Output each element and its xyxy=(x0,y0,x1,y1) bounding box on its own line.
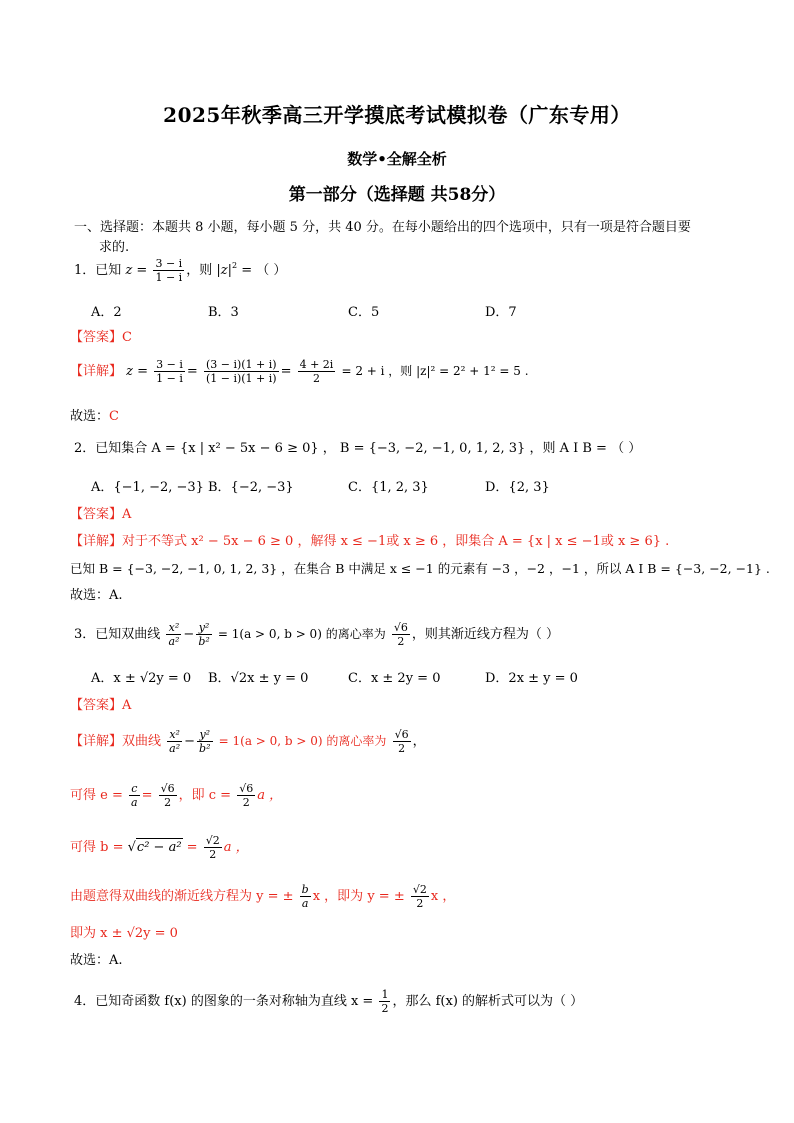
q1-answer: 【答案】C xyxy=(70,330,132,345)
q1-option-b: B．3 xyxy=(208,305,239,320)
fraction: $\frac{√6}{2}$ xyxy=(160,782,175,809)
q2-choose: 故选：A. xyxy=(70,588,123,603)
fraction: $\frac{√6}{2}$ xyxy=(239,782,254,809)
q3-detail-line4: 由题意得双曲线的渐近线方程为 y = ± $\frac{b}{a}$ x ，即为 y = ± $\frac{√2}{2}$ x ， xyxy=(70,883,456,910)
section-intro-line2: 求的. xyxy=(99,240,130,255)
q1-option-d: D．7 xyxy=(485,305,517,320)
question-4-stem: 4．已知奇函数 f(x) 的图象的一条对称轴为直线 x = $\frac{1}{2}$ ，那么 f(x) 的解析式可以为（ ） xyxy=(74,988,584,1015)
fraction: $\frac{4 + 2i}{2}$ xyxy=(299,358,334,385)
q1-choose: 故选：C xyxy=(70,409,119,424)
stem-text: 已知 xyxy=(95,263,122,278)
fraction: $\frac{(3 - i)(1 + i)}{(1 - i)(1 + i)}$ xyxy=(205,358,277,385)
q2-detail-line1: 【详解】对于不等式 x² − 5x − 6 ≥ 0 ，解得 x ≤ −1或 x ≥ 6 ，即集合 A = {x | x ≤ −1或 x ≥ 6} . xyxy=(70,534,670,549)
fraction: $\frac{√2}{2}$ xyxy=(412,883,427,910)
question-2-stem: 2．已知集合 A = {x | x² − 5x − 6 ≥ 0} ， B = {−3, −2, −1, 0, 1, 2, 3} ，则 A I B = （ ） xyxy=(74,441,642,456)
question-3-stem: 3．已知双曲线 $\frac{\text{x²}}{\text{a²}}$ − $\frac{\text{y²}}{\text{b²}}$ = 1(a > 0, b > 0) 的离心率为 $\frac{√6}{2}$ ，则其渐近线方程为（ ） xyxy=(74,621,559,648)
fraction: $\frac{3 - i}{1 - i}$ xyxy=(156,358,183,385)
detail-label: 【详解】 xyxy=(70,364,123,379)
section-intro-line1: 一、选择题：本题共 8 小题，每小题 5 分，共 40 分。在每小题给出的四个选项中，只有一项是符合题目要 xyxy=(74,220,691,235)
q2-option-c: C．{1, 2, 3} xyxy=(348,480,429,495)
q3-detail-line2: 可得 e = $\frac{c}{a}$ = $\frac{√6}{2}$ ，即 c = $\frac{√6}{2}$ a ， xyxy=(70,782,283,809)
q2-option-b: B．{−2, −3} xyxy=(208,480,294,495)
q1-option-c: C．5 xyxy=(348,305,380,320)
q3-option-c: C．x ± 2y = 0 xyxy=(348,671,441,686)
q2-option-d: D．{2, 3} xyxy=(485,480,550,495)
fraction: $\frac{\text{x²}}{\text{a²}}$ xyxy=(168,621,180,648)
fraction: $\frac{1}{2}$ xyxy=(381,988,389,1015)
fraction: $\frac{b}{a}$ xyxy=(301,883,309,910)
q3-option-b: B．√2x ± y = 0 xyxy=(208,671,309,686)
fraction: $\frac{\text{x²}}{\text{a²}}$ xyxy=(169,728,181,755)
q3-answer: 【答案】A xyxy=(70,698,132,713)
q2-answer: 【答案】A xyxy=(70,507,132,522)
q3-choose: 故选：A. xyxy=(70,953,123,968)
q3-detail-line1: 【详解】双曲线 $\frac{\text{x²}}{\text{a²}}$ − $\frac{\text{y²}}{\text{b²}}$ = 1(a > 0, b > 0) 的离心率为 $\frac{√6}{2}$ ， xyxy=(70,728,426,755)
math-abs: |z| xyxy=(216,263,232,278)
q2-option-a: A．{−1, −2, −3} xyxy=(91,480,204,495)
q3-option-d: D．2x ± y = 0 xyxy=(485,671,578,686)
fraction: $\frac{√6}{2}$ xyxy=(393,621,408,648)
fraction: $\frac{\text{y²}}{\text{b²}}$ xyxy=(198,621,210,648)
stem-text: = （ ） xyxy=(241,263,287,278)
stem-text: ，则 xyxy=(186,263,213,278)
question-number: 1． xyxy=(74,263,96,278)
fraction: $\frac{√2}{2}$ xyxy=(205,834,220,861)
fraction: $\frac{√6}{2}$ xyxy=(394,728,409,755)
fraction: $\frac{\text{y²}}{\text{b²}}$ xyxy=(199,728,211,755)
q2-detail-line2: 已知 B = {−3, −2, −1, 0, 1, 2, 3} ，在集合 B 中满足 x ≤ −1 的元素有 −3 ，−2 ，−1 ，所以 A I B = {−3, −2, −1} . xyxy=(70,561,770,576)
exam-subtitle: 数学•全解全析 xyxy=(347,150,447,168)
question-1-stem: 1．已知 z = $\frac{3 - i}{1 - i}$ ，则 $|z|^2$ = （ ） xyxy=(74,257,287,284)
math-z: z = xyxy=(125,263,148,278)
q3-detail-line3: 可得 b = √c² − a² = $\frac{√2}{2}$ a ， xyxy=(70,834,249,861)
q1-option-a: A．2 xyxy=(91,305,122,320)
fraction: $\frac{c}{a}$ xyxy=(131,782,138,809)
exam-title: 2025年秋季高三开学摸底考试模拟卷（广东专用） xyxy=(163,103,631,127)
part-heading: 第一部分（选择题 共58分） xyxy=(288,185,506,205)
q3-detail-line5: 即为 x ± √2y = 0 xyxy=(70,926,178,941)
q1-detail: 【详解】 z = $\frac{3 - i}{1 - i}$ = $\frac{(3 - i)(1 + i)}{(1 - i)(1 + i)}$ = $\frac{4 + 2i}{2}$ = 2 + i ，则 |z|² = 2² + 1² = 5 . xyxy=(70,358,529,385)
fraction: $\frac{3 - i}{1 - i}$ xyxy=(155,257,183,284)
q3-option-a: A．x ± √2y = 0 xyxy=(91,671,192,686)
